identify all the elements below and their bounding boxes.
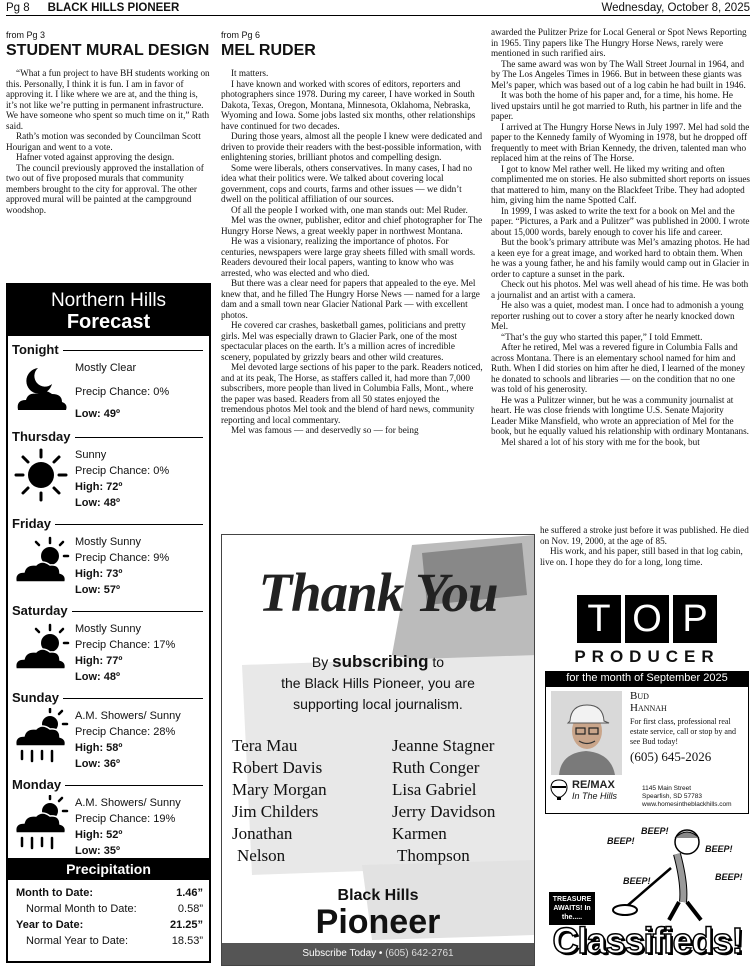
agent-first-name: Bud <box>630 690 649 702</box>
precip-label: Normal Year to Date: <box>26 935 129 947</box>
remax-office: In The Hills <box>572 791 618 801</box>
ruder-story-end <box>540 525 750 587</box>
sun-cloud-icon <box>12 534 70 590</box>
day-high: High: 72º <box>75 481 123 493</box>
agent-blurb: For first class, professional real estate service, call or stop by and see Bud today! <box>630 717 736 746</box>
top-letters <box>545 595 749 643</box>
sun-rain-icon <box>12 795 70 851</box>
mural-kicker: from Pg 3 <box>6 30 46 40</box>
beep-text: BEEP! <box>607 836 635 846</box>
precip-value: 18.53” <box>171 935 203 947</box>
ruder-paragraph: The same award was won by The Wall Street Journal in 1964, and by The Los Angeles Times in 1966. But in between these giants was Mel’s paper, which was based out of a log cabin he had built in 1946. <box>491 58 746 90</box>
balloon-icon <box>550 779 568 801</box>
ruder-paragraph: He was a Pulitzer winner, but he was a community journalist at heart. He was close friends with longtime U.S. Senate Majority Leader Mike Mansfield, who wrote an appreciation of Mel for the book, but he equally valued his relationship with ordinary Montanans. <box>491 394 749 436</box>
subscriber-name: Thompson <box>397 846 470 865</box>
classifieds-ad <box>545 822 750 964</box>
logo-line2: Pioneer <box>315 903 441 941</box>
agent-card <box>545 686 749 814</box>
day-high: High: 77º <box>75 655 123 667</box>
thank-you-title: Thank You <box>258 562 498 623</box>
agent-phone: (605) 645-2026 <box>630 749 712 764</box>
top-letter: T <box>577 595 621 643</box>
subscriber-name: Nelson <box>237 846 286 865</box>
precip-value: 1.46” <box>176 887 203 899</box>
mural-story <box>6 30 211 275</box>
ruder-paragraph: He covered car crashes, basketball games, politicians and pretty girls. Mel was especially drawn to Glacier Park, one of the most spectacular places on the earth. It’s a million acres of incredible scenery, populated by grizzly bears and other wild creatures. <box>221 320 466 362</box>
thank-you-message <box>222 651 534 715</box>
ruder-kicker: from Pg 6 <box>221 30 261 40</box>
day-precip: Precip Chance: 17% <box>75 639 176 651</box>
subscriber-name: Robert Davis <box>232 758 323 777</box>
day-condition: A.M. Showers/ Sunny <box>75 710 181 722</box>
mural-paragraph: “What a fun project to have BH students working on this. Personally, I think it is fun. I am in favor of approving it. I like where we are at, and the thing is, it’s not like we’re putting in permanent infrastructure. We have someone who spent so much time on it,” Rath said. <box>6 68 210 131</box>
precip-label: Month to Date: <box>16 887 93 899</box>
day-high: High: 58º <box>75 742 123 754</box>
day-high: High: 73º <box>75 568 123 580</box>
forecast-day <box>8 336 209 423</box>
subscriber-name: Jerry Davidson <box>392 802 496 821</box>
day-name: Tonight <box>12 342 63 357</box>
day-condition: Mostly Sunny <box>75 623 142 635</box>
precip-label: Year to Date: <box>16 919 84 931</box>
ruder-story <box>221 30 483 528</box>
message-post: to <box>432 654 445 670</box>
ruder-paragraph: he suffered a stroke just before it was published. He died on Nov. 19, 2000, at the age of 85. <box>540 525 749 546</box>
moon-cloud-icon <box>12 360 70 416</box>
subscriber-names-right <box>392 735 495 867</box>
issue-date: Wednesday, October 8, 2025 <box>601 1 750 14</box>
ruder-paragraph: I arrived at The Hungry Horse News in July 1997. Mel had sold the paper to the Kennedy family of Wyoming in 1978, but he dropped off frequently to meet with Brian Kennedy, the driven, talented man who replaced him at the reins of The Horse. <box>491 121 750 163</box>
ruder-paragraph: In 1999, I was asked to write the text for a book on Mel and the paper. “Pictures, a Park and a Pulitzer” was published in 2000. I wrote about 15,000 words, barely enough to cover his life and career. <box>491 205 750 237</box>
ruder-paragraph: Mel was the owner, publisher, editor and chief photographer for The Hungry Horse News, a great weekly paper in northwest Montana. <box>221 215 483 236</box>
ruder-paragraph: Mel shared a lot of his story with me for the book, but <box>501 436 700 447</box>
day-condition: Sunny <box>75 449 107 461</box>
producer-month: for the month of September 2025 <box>545 671 749 686</box>
producer-word: PRODUCER <box>574 647 720 666</box>
ruder-paragraph: Mel devoted large sections of his paper to the park. Readers noticed, and at its peak, The Horse, as staffers called it, had more than 7,000 subscribers, more people than lived in Columbia Falls, Mont., where the paper was based. Readers from all 50 states enjoyed the tremendous photos Mel took and the blend of hard news, community reporting and local commentary. <box>221 362 483 425</box>
classifieds-word: Classifieds! <box>552 920 743 961</box>
subscriber-name: Tera Mau <box>232 736 298 755</box>
ruder-paragraph: But the book’s primary attribute was Mel’s amazing photos. He had a keen eye for a great image, and worked hard to obtain them. When he was a young father, he and his family would camp out in Glacier in order to capture a sunset in the park. <box>491 237 750 279</box>
subscriber-name: Ruth Conger <box>392 758 480 777</box>
beep-text: BEEP! <box>623 876 651 886</box>
precip-value: 0.58” <box>177 903 203 915</box>
subscriber-name: Jeanne Stagner <box>392 736 495 755</box>
forecast-day <box>8 510 209 597</box>
subscriber-names-left <box>232 735 327 867</box>
precip-value: 21.25” <box>169 919 203 931</box>
day-low: Low: 49º <box>75 408 120 420</box>
ruder-paragraph: awarded the Pulitzer Prize for Local General or Spot News Reporting in 1965. Tiny papers like The Hungry Horse News, rarely were mentioned in such rarified airs. <box>491 27 747 58</box>
message-line: the Black Hills Pioneer, you are <box>281 675 475 691</box>
day-high: High: 52º <box>75 829 123 841</box>
subscribe-phone: (605) 642-2761 <box>385 948 454 959</box>
top-letter: O <box>625 595 669 643</box>
ruder-paragraph: Check out his photos. Mel was well ahead of his time. He was both a journalist and an artist with a camera. <box>491 279 749 300</box>
paper-name: BLACK HILLS PIONEER <box>47 1 180 14</box>
forecast-title-line2: Forecast <box>66 311 151 333</box>
agent-photo <box>551 691 622 775</box>
subscriber-name: Karmen <box>392 824 447 843</box>
day-low: Low: 57º <box>75 584 120 596</box>
beep-text: BEEP! <box>705 844 733 854</box>
ruder-paragraph: I have known and worked with scores of editors, reporters and photographers since 1978. During my career, I have worked in South Dakota, Texas, Oregon, Montana, Minnesota, Oklahoma, Nebraska, Wyoming and Iowa. Some jobs lasted six months, other relationships have continued for two decades. <box>221 78 476 131</box>
message-pre: By <box>311 654 329 670</box>
ruder-paragraph: His work, and his paper, still based in that log cabin, live on. I hope they do for a long, long time. <box>540 546 743 567</box>
logo-line1: Black Hills <box>337 887 419 904</box>
subscriber-name: Jim Childers <box>232 802 319 821</box>
address-line: 1145 Main Street <box>642 785 692 792</box>
remax-logo <box>550 779 617 801</box>
subscriber-name: Mary Morgan <box>232 780 327 799</box>
sun-cloud-icon <box>12 621 70 677</box>
ruder-paragraph: Some were liberals, others conservatives. In many cases, I had no idea what their politics were. We talked about covering local government, cops and courts, farms and other issues — we didn’t dwell on the political affiliation of our sources. <box>221 162 473 204</box>
office-address <box>642 785 732 809</box>
day-low: Low: 35º <box>75 845 120 857</box>
ruder-headline: MEL RUDER <box>221 42 316 59</box>
ruder-paragraph: Of all the people I worked with, one man stands out: Mel Ruder. <box>231 204 468 215</box>
top-producer-ad <box>545 595 749 813</box>
page-number: Pg 8 <box>6 1 30 14</box>
treasure-badge: TREASURE AWAITS! In the..... <box>549 892 595 925</box>
beep-text: BEEP! <box>641 826 669 836</box>
sun-icon <box>12 447 70 503</box>
day-low: Low: 36º <box>75 758 120 770</box>
agent-info <box>630 690 742 763</box>
forecast-title <box>8 285 209 336</box>
sun-rain-icon <box>12 708 70 764</box>
message-line: supporting local journalism. <box>293 696 463 712</box>
subscriber-name: Lisa Gabriel <box>392 780 477 799</box>
page-header <box>6 0 750 16</box>
thank-you-ad <box>221 534 535 966</box>
ruder-paragraph: It was both the home of his paper and, for a time, his home. He lived upstairs until he got married to Ruth, his partner in life and the paper. <box>491 90 742 121</box>
day-name: Friday <box>12 516 55 531</box>
day-precip: Precip Chance: 0% <box>75 465 170 477</box>
top-letter: P <box>673 595 717 643</box>
forecast-day <box>8 597 209 684</box>
address-line: Spearfish, SD 57783 <box>642 793 702 800</box>
forecast-day <box>8 771 209 858</box>
forecast-box <box>6 283 211 963</box>
message-bold: subscribing <box>332 652 429 671</box>
office-website[interactable]: www.homesintheblackhills.com <box>642 801 732 808</box>
day-precip: Precip Chance: 19% <box>75 813 176 825</box>
day-name: Monday <box>12 777 65 792</box>
forecast-title-line1: Northern Hills <box>50 290 167 311</box>
day-condition: Mostly Clear <box>75 362 137 374</box>
mural-paragraph: Rath’s motion was seconded by Councilman Scott Hourigan and went to a vote. <box>6 131 201 152</box>
day-low: Low: 48º <box>75 671 120 683</box>
agent-last-name: Hannah <box>630 702 667 714</box>
forecast-day <box>8 684 209 771</box>
day-low: Low: 48º <box>75 497 120 509</box>
ruder-story-continued <box>491 27 750 535</box>
day-name: Thursday <box>12 429 75 444</box>
precipitation-table <box>8 880 209 949</box>
subscribe-bar[interactable] <box>222 943 534 965</box>
mural-headline: STUDENT MURAL DESIGN <box>6 42 210 59</box>
ruder-paragraph: I got to know Mel rather well. He liked my writing and often complimented me on stories. He also submitted short reports on issues that mattered to him, many on the Blackfeet Tribe. They had adopted him, giving him the name Spotted Calf. <box>491 163 750 205</box>
beep-text: BEEP! <box>715 872 743 882</box>
ruder-paragraph: He also was a quiet, modest man. I once had to admonish a young reporter rushing out to cover a story after he nearly knocked down Mel. <box>491 300 744 331</box>
ruder-paragraph: But there was a clear need for papers that appealed to the eye. Mel knew that, and he filled The Hungry Horse News — named for a large dam and a small town near Glacier National Park — with excellent photos. <box>221 278 480 320</box>
ruder-paragraph: Mel was famous — and deservedly so — for being <box>231 425 419 435</box>
day-name: Saturday <box>12 603 72 618</box>
mural-paragraph: The council previously approved the installation of two out of five proposed murals that community members brought to the city for approval. The other approved mural will be painted at the campground woodshop. <box>6 162 204 215</box>
ruder-paragraph: It matters. <box>231 68 269 78</box>
subscribe-label: Subscribe Today • <box>302 948 383 959</box>
remax-brand: RE/MAX <box>572 779 615 791</box>
day-name: Sunday <box>12 690 63 705</box>
ruder-paragraph: After he retired, Mel was a revered figure in Columbia Falls and across Montana. There is an elementary school named for him and Ruth. When I did stories on him after he died, I learned of the money he donated to schools and libraries — on the condition that no one was told of his generosity. <box>491 342 745 394</box>
day-condition: Mostly Sunny <box>75 536 142 548</box>
ruder-paragraph: During those years, almost all the people I knew were dedicated and driven to provide their readers with the best-possible information, with enlightening stories, brilliant photos and compelling design. <box>221 131 483 162</box>
precip-label: Normal Month to Date: <box>26 903 137 915</box>
day-condition: A.M. Showers/ Sunny <box>75 797 181 809</box>
subscriber-name: Jonathan <box>232 824 293 843</box>
day-precip: Precip Chance: 9% <box>75 552 170 564</box>
pioneer-logo <box>222 887 534 939</box>
day-precip: Precip Chance: 28% <box>75 726 176 738</box>
day-precip: Precip Chance: 0% <box>75 386 170 398</box>
precipitation-title: Precipitation <box>8 858 209 880</box>
ruder-paragraph: “That’s the guy who started this paper,” I told Emmett. <box>501 331 703 342</box>
mural-paragraph: Hafner voted against approving the design. <box>16 152 175 162</box>
forecast-day <box>8 423 209 510</box>
ruder-paragraph: He was a visionary, realizing the importance of photos. For centuries, newspapers were large gray sheets filled with small words. Readers devoured their local papers, wanting to know who was arrested, who was elected and who died. <box>221 236 476 278</box>
